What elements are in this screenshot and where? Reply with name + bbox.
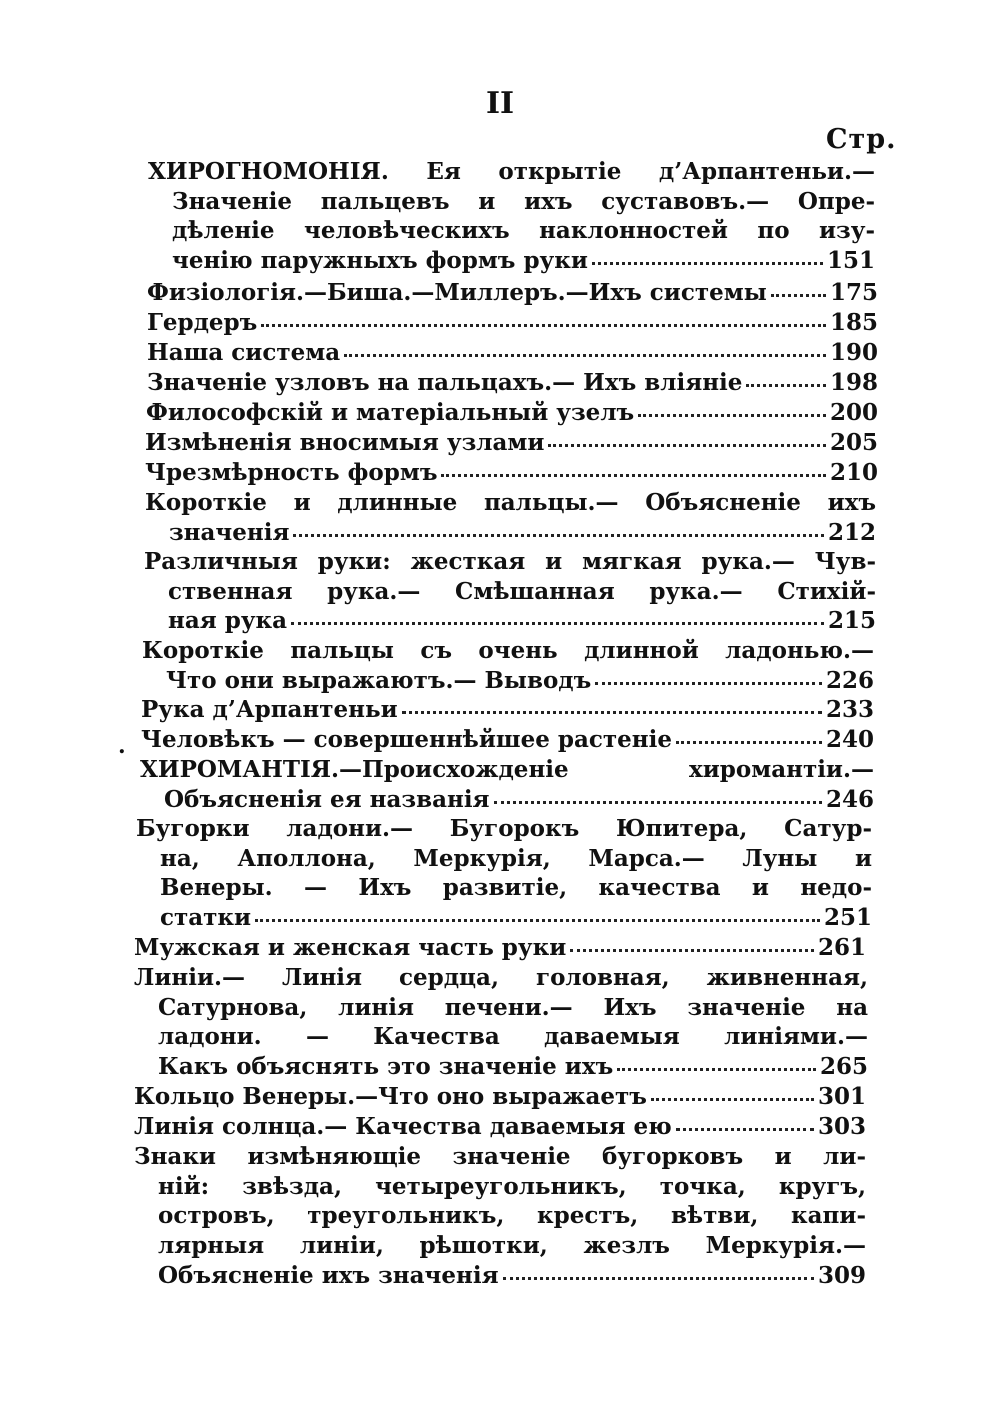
toc-line [158, 1201, 866, 1231]
toc-line [146, 398, 878, 428]
toc-page-number: 301 [818, 1083, 867, 1110]
toc-entry-text: Короткіе пальцы съ очень длинной ладонью.— [142, 637, 874, 664]
toc-entry-text: Объясненія ея названія [164, 785, 490, 813]
toc-entry-text: Объясненіе ихъ значенія [158, 1261, 499, 1289]
toc-line [158, 1172, 866, 1202]
toc-line [172, 216, 875, 246]
toc-page-number: 200 [830, 399, 879, 426]
toc-entry-text: Бугорки ладони.— Бугорокъ Юпитера, Сатур- [136, 815, 872, 842]
toc-line [147, 308, 878, 338]
toc-line [172, 246, 875, 276]
toc-line [158, 1231, 866, 1261]
dot-leader [344, 353, 826, 357]
toc-line [166, 666, 874, 696]
dot-leader [291, 621, 824, 625]
dot-leader [638, 413, 826, 417]
toc-entry-text: Гердеръ [147, 309, 258, 336]
toc-line [160, 903, 872, 933]
toc-entry-text: островъ, треугольникъ, крестъ, вѣтви, капи- [158, 1202, 866, 1230]
toc-line [160, 873, 872, 903]
toc-page-number: 261 [818, 934, 867, 961]
toc-page-number: 309 [818, 1261, 867, 1289]
toc-line [147, 338, 878, 368]
toc-line [160, 844, 872, 874]
dot-leader [293, 533, 824, 537]
toc-line [141, 695, 874, 725]
toc-line [134, 1112, 866, 1142]
dot-leader [548, 443, 826, 447]
toc-entry-text: Чрезмѣрность формъ [145, 459, 438, 486]
dot-leader [771, 293, 826, 297]
toc-line [158, 1261, 866, 1291]
dot-leader [503, 1276, 814, 1280]
toc-entry-text: Венеры. — Ихъ развитіе, качества и недо- [160, 874, 872, 902]
toc-entry-text: Значеніе пальцевъ и ихъ суставовъ.— Опре- [172, 187, 875, 215]
toc-entry-text: лярныя линіи, рѣшотки, жезлъ Меркурія.— [158, 1232, 866, 1260]
toc-entry-text: Различныя руки: жесткая и мягкая рука.— Чув- [144, 548, 876, 575]
toc-entry-text: ХИРОГНОМОНІЯ. Ея открытіе д’Арпантеньи.— [148, 158, 875, 185]
toc-page-number: 175 [830, 279, 879, 306]
toc-line [136, 814, 872, 844]
toc-line [148, 157, 875, 187]
toc-line [142, 636, 874, 666]
toc-line [145, 428, 878, 458]
toc-page-number: 185 [830, 309, 879, 336]
stray-ink-mark: . [118, 733, 126, 759]
dot-leader [651, 1097, 814, 1101]
toc-line [164, 785, 874, 815]
toc-page-number: 205 [830, 429, 879, 456]
toc-entry-text: ХИРОМАНТІЯ.—Происхожденіе хиромантіи.— [140, 756, 874, 783]
dot-leader [402, 710, 822, 714]
toc-entry-text: ственная рука.— Смѣшанная рука.— Стихій- [168, 577, 876, 605]
toc-page-number: 212 [828, 518, 877, 546]
toc-page-number: 265 [820, 1053, 869, 1081]
toc-page-number: 246 [826, 785, 875, 813]
toc-entry-text: Мужская и женская часть руки [134, 934, 567, 961]
toc-entry-text: статки [160, 904, 252, 932]
toc-line [147, 278, 878, 308]
toc-entry-text: ладони. — Качества даваемыя линіями.— [158, 1023, 868, 1051]
toc-line [134, 1082, 866, 1112]
toc-entry-text: ченію паружныхъ формъ руки [172, 247, 588, 275]
toc-line [172, 187, 875, 217]
dot-leader [617, 1067, 816, 1071]
toc-page-number: 151 [827, 247, 876, 275]
toc-line [158, 993, 868, 1023]
toc-entry-text: на, Аполлона, Меркурія, Марса.— Луны и [160, 844, 872, 872]
toc-line [147, 368, 878, 398]
dot-leader [261, 323, 826, 327]
toc-page-number: 210 [830, 459, 879, 486]
toc-entry-text: Рука д’Арпантеньи [141, 696, 398, 723]
toc-entry-text: Физіологія.—Биша.—Миллеръ.—Ихъ системы [147, 279, 767, 306]
toc-page-number: 233 [826, 696, 875, 723]
toc-page-number: 190 [830, 339, 879, 366]
toc-line [158, 1022, 868, 1052]
toc-entry-text: Значеніе узловъ на пальцахъ.— Ихъ вліяніе [147, 369, 743, 396]
dot-leader [676, 740, 822, 744]
toc-entry-text: Какъ объяснять это значеніе ихъ [158, 1053, 614, 1081]
toc-entry-text: значенія [169, 518, 290, 546]
toc-entry-text: дѣленіе человѣческихъ наклонностей по изу- [172, 217, 875, 245]
toc-line [134, 963, 868, 993]
toc-entry-text: Что они выражаютъ.— Выводъ [166, 666, 592, 694]
dot-leader [494, 800, 822, 804]
toc-line [145, 488, 876, 518]
toc-page-number: 198 [830, 369, 879, 396]
toc-entry-text: Знаки измѣняющіе значеніе бугорковъ и ли- [134, 1143, 866, 1170]
toc-page-number: 240 [826, 726, 875, 753]
dot-leader [592, 261, 823, 265]
toc-entry-text: Линіи.— Линія сердца, головная, живненная, [134, 964, 868, 991]
toc-line [134, 1142, 866, 1172]
toc-page-number: 303 [818, 1113, 867, 1140]
toc-page-number: 226 [826, 666, 875, 694]
toc-entry-text: ній: звѣзда, четыреугольникъ, точка, кругъ, [158, 1172, 866, 1200]
toc-line [145, 458, 878, 488]
dot-leader [676, 1127, 814, 1131]
toc-line [168, 577, 876, 607]
page-column-header: Стр. [826, 124, 897, 155]
toc-line [169, 518, 876, 548]
toc-entry-text: Линія солнца.— Качества даваемыя ею [134, 1113, 672, 1140]
toc-line [141, 725, 874, 755]
toc-entry-text: ная рука [168, 607, 288, 635]
dot-leader [255, 918, 820, 922]
toc-entry-text: Сатурнова, линія печени.— Ихъ значеніе на [158, 993, 868, 1021]
toc-entry-text: Измѣненія вносимыя узлами [145, 429, 545, 456]
toc-entry-text: Философскій и матеріальный узелъ [146, 399, 635, 426]
toc-line [158, 1052, 868, 1082]
toc-entry-text: Наша система [147, 339, 341, 366]
toc-line [144, 547, 876, 577]
toc-page-number: 251 [824, 904, 873, 932]
dot-leader [570, 948, 814, 952]
toc-line [168, 606, 876, 636]
dot-leader [595, 681, 822, 685]
toc-entry-text: Кольцо Венеры.—Что оно выражаетъ [134, 1083, 647, 1110]
toc-entry-text: Короткіе и длинные пальцы.— Объясненіе ихъ [145, 489, 876, 516]
toc-entry-text: Человѣкъ — совершеннѣйшее растеніе [141, 726, 672, 753]
toc-line [134, 933, 866, 963]
dot-leader [441, 473, 826, 477]
page-number: II [485, 86, 515, 121]
toc-line [140, 755, 874, 785]
toc-page-number: 215 [828, 607, 877, 635]
dot-leader [746, 383, 826, 387]
